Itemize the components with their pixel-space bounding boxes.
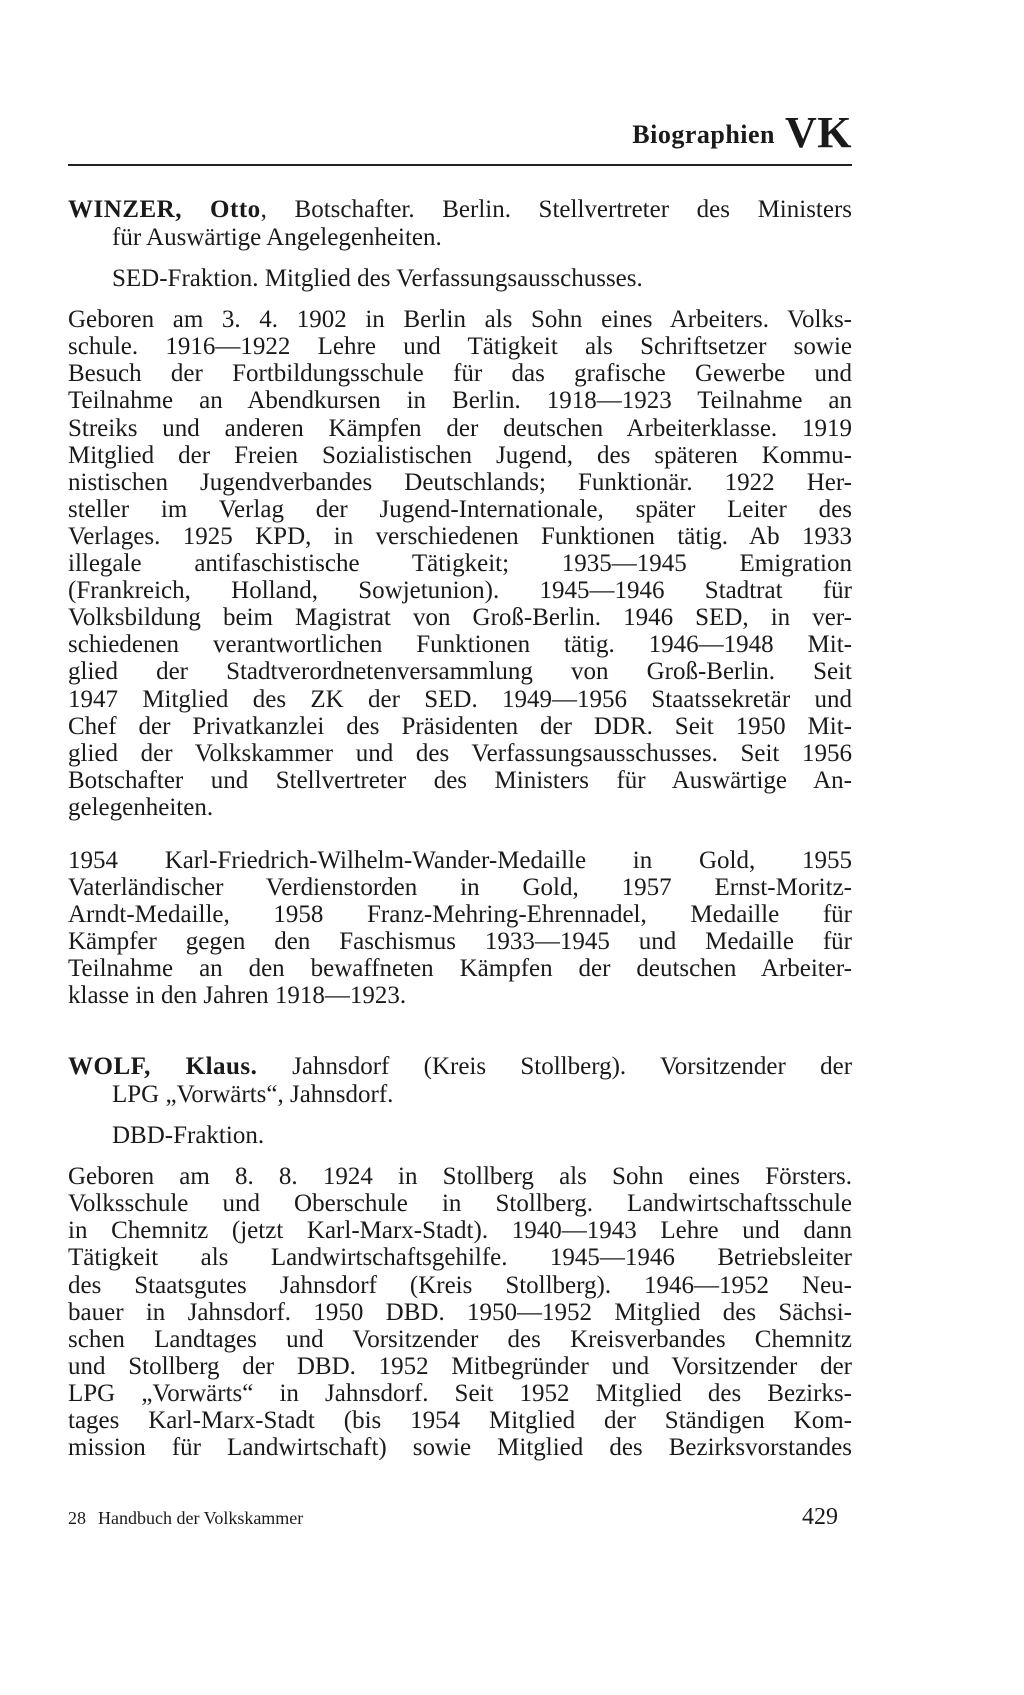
award-line: Arndt-Medaille, 1958 Franz-Mehring-Ehrennadel, Medaille für: [68, 901, 852, 929]
header-rule: [68, 164, 852, 166]
bio-line: mission für Landwirtschaft) sowie Mitglied des Bezirksvorstandes: [68, 1434, 852, 1462]
bio-line: Mitglied der Freien Sozialistischen Jugend, des späteren Kommu-: [68, 441, 852, 469]
bio-line: und Stollberg der DBD. 1952 Mitbegründer und Vorsitzender der: [68, 1352, 852, 1380]
entry-heading-rest: Botschafter. Berlin. Stellvertreter des Ministers: [294, 196, 853, 223]
bio-line: des Staatsgutes Jahnsdorf (Kreis Stollberg). 1946—1952 Neu-: [68, 1271, 852, 1299]
bio-line: 1947 Mitglied des ZK der SED. 1949—1956 Staatssekretär und: [68, 685, 852, 713]
bio-line: schiedenen verantwortlichen Funktionen tätig. 1946—1948 Mit-: [68, 631, 852, 659]
entry-biography: [68, 306, 852, 821]
entry-surname: WINZER: [68, 196, 176, 223]
entry-surname: WOLF: [68, 1053, 145, 1080]
entry-given-name: Klaus: [185, 1053, 251, 1080]
bio-line: glied der Volkskammer und des Verfassungsausschusses. Seit 1956: [68, 739, 852, 767]
biography-entry-wolf: [68, 1053, 852, 1461]
signature-title: Handbuch der Volkskammer: [98, 1508, 304, 1528]
bio-line: Teilnahme an Abendkursen in Berlin. 1918—1923 Teilnahme an: [68, 387, 852, 415]
entry-faction: SED-Fraktion. Mitglied des Verfassungsausschusses.: [112, 265, 643, 293]
award-line: Kämpfer gegen den Faschismus 1933—1945 und Medaille für: [68, 928, 852, 956]
running-head: [68, 108, 852, 162]
section-mark: VK: [785, 108, 852, 157]
bio-line: schule. 1916—1922 Lehre und Tätigkeit als Schriftsetzer sowie: [68, 333, 852, 361]
running-title: [632, 107, 852, 158]
bio-line: Geboren am 8. 8. 1924 in Stollberg als Sohn eines Försters.: [68, 1163, 852, 1191]
biography-entry-winzer: [68, 196, 852, 1010]
bio-line: Volksbildung beim Magistrat von Groß-Berlin. 1946 SED, in ver-: [68, 604, 852, 632]
entry-biography: [68, 1163, 852, 1461]
bio-line: in Chemnitz (jetzt Karl-Marx-Stadt). 1940—1943 Lehre und dann: [68, 1217, 852, 1245]
bio-line: bauer in Jahnsdorf. 1950 DBD. 1950—1952 Mitglied des Sächsi-: [68, 1298, 852, 1326]
bio-line: illegale antifaschistische Tätigkeit; 1935—1945 Emigration: [68, 550, 852, 578]
bio-line: Verlages. 1925 KPD, in verschiedenen Funktionen tätig. Ab 1933: [68, 522, 852, 550]
running-title-text: Biographien: [632, 120, 775, 149]
entry-awards: [68, 847, 852, 1010]
entry-heading-rest: Jahnsdorf (Kreis Stollberg). Vorsitzender der: [292, 1053, 853, 1080]
bio-line: schen Landtages und Vorsitzender des Kreisverbandes Chemnitz: [68, 1325, 852, 1353]
bio-line: nistischen Jugendverbandes Deutschlands; Funktionär. 1922 Her-: [68, 468, 852, 496]
signature-number: 28: [68, 1508, 86, 1528]
page-footer: [68, 1500, 852, 1540]
entry-heading-line-2: für Auswärtige Angelegenheiten.: [112, 224, 442, 251]
bio-line: Tätigkeit als Landwirtschaftsgehilfe. 1945—1946 Betriebsleiter: [68, 1244, 852, 1272]
award-line: Vaterländischer Verdienstorden in Gold, 1957 Ernst-Moritz-: [68, 874, 852, 902]
entry-heading-line-2: LPG „Vorwärts“, Jahnsdorf.: [112, 1081, 394, 1108]
bio-line: steller im Verlag der Jugend-Internationale, später Leiter des: [68, 495, 852, 523]
award-line: 1954 Karl-Friedrich-Wilhelm-Wander-Medaille in Gold, 1955: [68, 846, 852, 874]
bio-line: Botschafter und Stellvertreter des Ministers für Auswärtige An-: [68, 766, 852, 794]
bio-line: (Frankreich, Holland, Sowjetunion). 1945—1946 Stadtrat für: [68, 577, 852, 605]
page-number: 429: [802, 1504, 838, 1530]
bio-line: LPG „Vorwärts“ in Jahnsdorf. Seit 1952 Mitglied des Bezirks-: [68, 1379, 852, 1407]
bio-line: Volksschule und Oberschule in Stollberg. Landwirtschaftsschule: [68, 1190, 852, 1218]
bio-line: tages Karl-Marx-Stadt (bis 1954 Mitglied der Ständigen Kom-: [68, 1407, 852, 1435]
bio-line: gelegenheiten.: [68, 793, 214, 821]
bio-line: Streiks und anderen Kämpfen der deutschen Arbeiterklasse. 1919: [68, 414, 852, 442]
bio-line: Geboren am 3. 4. 1902 in Berlin als Sohn eines Arbeiters. Volks-: [68, 306, 852, 334]
award-line: Teilnahme an den bewaffneten Kämpfen der deutschen Arbeiter-: [68, 955, 852, 983]
entry-heading-line-1: WOLF, Klaus. Jahnsdorf (Kreis Stollberg). Vorsitzender der: [68, 1053, 853, 1080]
entry-given-name: Otto: [210, 196, 261, 223]
bio-line: glied der Stadtverordnetenversammlung von Groß-Berlin. Seit: [68, 658, 852, 686]
award-line: klasse in den Jahren 1918—1923.: [68, 982, 407, 1010]
signature-line: [68, 1508, 303, 1529]
entry-heading-line-1: WINZER, Otto, Botschafter. Berlin. Stellvertreter des Ministers: [68, 196, 853, 223]
bio-line: Chef der Privatkanzlei des Präsidenten der DDR. Seit 1950 Mit-: [68, 712, 852, 740]
bio-line: Besuch der Fortbildungsschule für das grafische Gewerbe und: [68, 360, 852, 388]
entry-faction: DBD-Fraktion.: [112, 1122, 265, 1150]
